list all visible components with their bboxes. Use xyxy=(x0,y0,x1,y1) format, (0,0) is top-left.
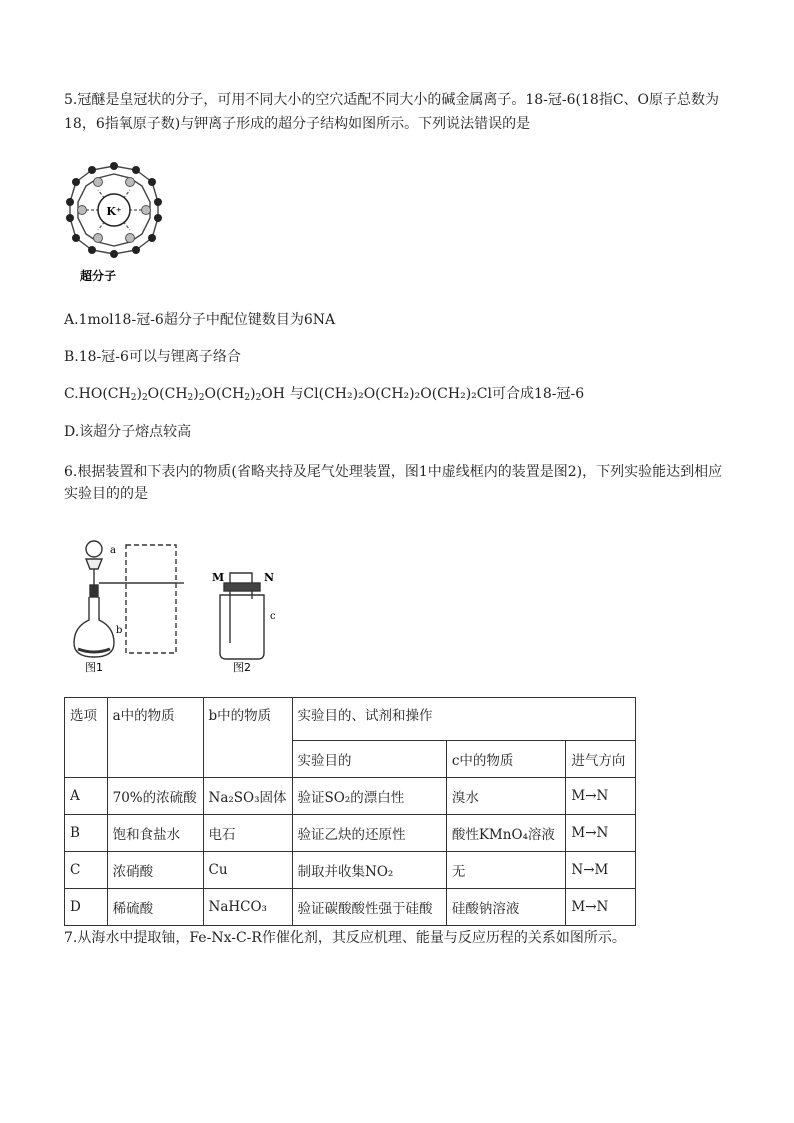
header-purpose-group: 实验目的、试剂和操作 xyxy=(292,698,635,741)
cell: 70%的浓硫酸 xyxy=(107,778,203,815)
crown-ether-figure xyxy=(64,160,164,290)
subheader-c-substance: c中的物质 xyxy=(446,741,566,778)
cell: N→M xyxy=(566,852,636,889)
table-row xyxy=(65,815,636,852)
q6-stem-line1: 6.根据装置和下表内的物质(省略夹持及尾气处理装置，图1中虚线框内的装置是图2)，下列实验能达到相应 xyxy=(64,464,723,480)
subheader-purpose: 实验目的 xyxy=(292,741,446,778)
subheader-gas-direction: 进气方向 xyxy=(566,741,636,778)
table-row xyxy=(65,852,636,889)
cell: 电石 xyxy=(203,815,292,852)
k-ion-label: K⁺ xyxy=(106,205,122,218)
cell: 验证碳酸酸性强于硅酸 xyxy=(292,889,446,926)
cell: A xyxy=(65,778,108,815)
q5-stem-line1: 5.冠醚是皇冠状的分子，可用不同大小的空穴适配不同大小的碱金属离子。18-冠-6(18指C、O原子总数为 xyxy=(64,92,720,108)
q7-stem-line1: 7.从海水中提取铀，Fe-Nx-C-R作催化剂，其反应机理、能量与反应历程的关系如图所示。 xyxy=(64,930,626,946)
q5-option-c: $C.HO(CH_2)_2O(CH_2)_2O(CH_2)_2OH$ 与Cl(CH₂)₂O(CH₂)₂O(CH₂)₂Cl可合成18-冠-6 xyxy=(64,386,585,403)
cell: 酸性KMnO₄溶液 xyxy=(446,815,566,852)
cell: M→N xyxy=(566,778,636,815)
cell: C xyxy=(65,852,108,889)
cell: 验证乙炔的还原性 xyxy=(292,815,446,852)
apparatus-figure xyxy=(64,525,294,675)
fig2-caption: 图2 xyxy=(233,661,251,674)
cell: M→N xyxy=(566,815,636,852)
cell: Na₂SO₃固体 xyxy=(203,778,292,815)
cell: B xyxy=(65,815,108,852)
header-b-substance: b中的物质 xyxy=(203,698,292,778)
cell: Cu xyxy=(203,852,292,889)
cell: 饱和食盐水 xyxy=(107,815,203,852)
cell: 硅酸钠溶液 xyxy=(446,889,566,926)
table-row xyxy=(65,778,636,815)
cell: 验证SO₂的漂白性 xyxy=(292,778,446,815)
experiment-table xyxy=(64,697,636,926)
cell: 稀硫酸 xyxy=(107,889,203,926)
table-row xyxy=(65,889,636,926)
cell: NaHCO₃ xyxy=(203,889,292,926)
fig1-label-b: b xyxy=(116,625,123,636)
supramolecule-caption: 超分子 xyxy=(79,269,117,283)
cell: 浓硝酸 xyxy=(107,852,203,889)
fig2-label-m: M xyxy=(212,571,225,584)
q5-option-d: D.该超分子熔点较高 xyxy=(64,424,192,440)
q5-option-a: A.1mol18-冠-6超分子中配位键数目为6NA xyxy=(64,312,336,328)
q5-stem-line2: 18，6指氧原子数)与钾离子形成的超分子结构如图所示。下列说法错误的是 xyxy=(64,116,531,132)
q5-option-b: B.18-冠-6可以与锂离子络合 xyxy=(64,349,241,365)
fig2-label-n: N xyxy=(264,571,275,584)
q6-stem-line2: 实验目的的是 xyxy=(64,486,148,502)
cell: D xyxy=(65,889,108,926)
fig2-label-c: c xyxy=(270,611,276,622)
fig1-label-a: a xyxy=(110,545,116,556)
cell: M→N xyxy=(566,889,636,926)
cell: 无 xyxy=(446,852,566,889)
fig1-caption: 图1 xyxy=(85,661,103,674)
header-a-substance: a中的物质 xyxy=(107,698,203,778)
cell: 溴水 xyxy=(446,778,566,815)
header-option: 选项 xyxy=(65,698,108,778)
table-header-row xyxy=(65,698,636,741)
cell: 制取并收集NO₂ xyxy=(292,852,446,889)
